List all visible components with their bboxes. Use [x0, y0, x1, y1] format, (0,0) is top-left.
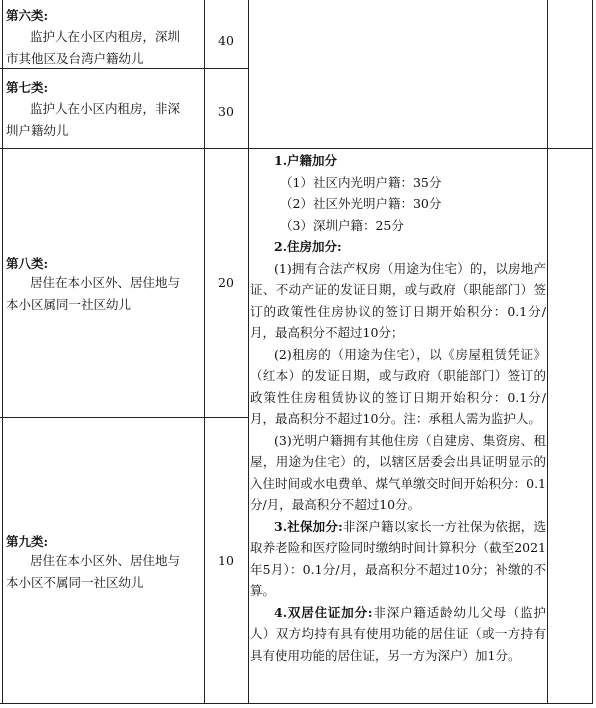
- column-divider: [547, 0, 548, 704]
- rules-item: （2）社区外光明户籍：30分: [280, 196, 442, 211]
- rules-heading: 1.户籍加分: [274, 153, 338, 168]
- category-description: 监护人在小区内租房，非深 圳户籍幼儿: [6, 101, 181, 138]
- category-title: 第六类:: [6, 8, 49, 23]
- table-border-left: [2, 0, 3, 704]
- row-divider: [0, 417, 249, 418]
- rules-paragraph: (1)拥有合法产权房（用途为住宅）的，以房地产证、不动产证的发证日期，或与政府（职能部门）签订的政策性住房协议的签订日期开始积分：0.1分/月，最高积分不超过10分；: [250, 260, 546, 340]
- column-divider: [248, 0, 249, 704]
- score-value: 40: [218, 33, 234, 48]
- category-description: 居住在本小区外、居住地与 本小区不属同一社区幼儿: [6, 553, 181, 590]
- rules-paragraph: (2)租房的（用途为住宅），以《房屋租赁凭证》（红本）的发证日期，或与政府（职能部门）签订的政策性住房租赁协议的签订日期开始积分：0.1分/月，最高积分不超过10分。注：承租人需为监护人。: [250, 346, 546, 426]
- category-title: 第七类:: [6, 80, 49, 95]
- rules-heading: 3.社保加分:: [274, 518, 343, 534]
- category-description: 监护人在小区内租房，深圳 市其他区及台湾户籍幼儿: [6, 29, 181, 66]
- score-value: 30: [218, 104, 234, 119]
- rules-item: （1）社区内光明户籍：35分: [280, 174, 442, 190]
- category-title: 第八类:: [6, 256, 49, 271]
- rules-paragraph: 4.双居住证加分:非深户籍适龄幼儿父母（监护人）双方均持有具有使用功能的居住证（或一方持有具有使用功能的居住证，另一方为深户）加1分。: [250, 604, 546, 663]
- score-value: 10: [218, 553, 234, 568]
- rules-item: （3）深圳户籍：25分: [280, 217, 404, 233]
- category-title: 第九类:: [6, 534, 49, 549]
- table-border-bottom: [0, 703, 593, 704]
- rules-heading: 2.住房加分:: [274, 239, 342, 254]
- category-description: 居住在本小区外、居住地与 本小区属同一社区幼儿: [6, 275, 181, 312]
- scoring-rules: [250, 150, 546, 666]
- score-value: 20: [218, 275, 234, 290]
- rules-paragraph: 3.社保加分:非深户籍以家长一方社保为依据，选取养老险和医疗险同时缴纳时间计算积分（截至2021年5月）：0.1分/月，最高积分不超过10分；补缴的不算。: [250, 518, 546, 598]
- rules-paragraph: (3)光明户籍拥有其他住房（自建房、集资房、租屋，用途为住宅）的，以辖区居委会出具证明显示的入住时间或水电费单、煤气单缴交时间开始积分：0.1分/月，最高积分不超过10分。: [250, 432, 546, 512]
- table-border-right: [592, 0, 593, 704]
- row-divider: [0, 148, 593, 149]
- rules-heading: 4.双居住证加分:: [274, 604, 373, 620]
